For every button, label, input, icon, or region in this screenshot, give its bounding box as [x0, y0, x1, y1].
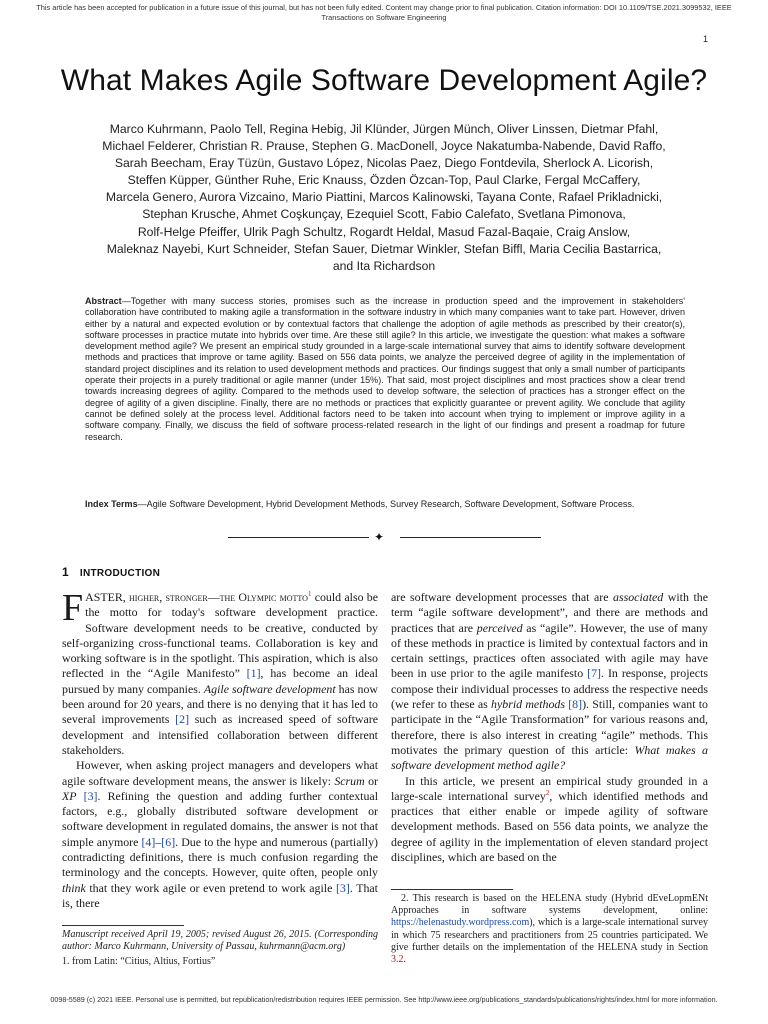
- text: , has become an ideal pursued by many companies.: [62, 666, 378, 696]
- citation-link[interactable]: [3]: [83, 788, 98, 803]
- index-terms-text: —Agile Software Development, Hybrid Development Methods, Survey Research, Software Development, Software Process.: [137, 499, 635, 509]
- column-left: [62, 587, 378, 911]
- text: that they work agile or even pretend to work agile: [85, 880, 336, 895]
- paragraph: [391, 590, 708, 774]
- abstract-label: Abstract: [85, 296, 122, 306]
- abstract-text: —Together with many success stories, promises such as the increase in production speed and the improvement in stakeholders' collaboration have contributed to making agile a transformation in the software industry in which many companies want to take part. However, driven either by a natural and expected evolution or by contextual factors that challenge the adoption of agile methods as prescribed by their creator(s), software processes in practice mutate into hybrids over time. Are these still agile? In this article, we investigate the question: what makes a software development method agile? We present an empirical study grounded in a large-scale international survey that aims to identify software development methods and practices that improve or tame agility. Based on 556 data points, we analyze the perceived degree of agility in the implementation of standard project disciplines and its relation to used development methods and practices. Our findings suggest that only a small number of participants operate their projects in a purely traditional or agile manner (under 15%). That said, most project disciplines and most practices show a clear trend towards increasing degrees of agility. Compared to the methods used to develop software, the selection of practices has a stronger effect on the degree of agility of a given discipline. Finally, there are no methods or practices that explicitly guarantee or prevent agility. We conclude that agility cannot be defined solely at the process level. Additional factors need to be taken into account when trying to implement or improve agility in a software company. Finally, we discuss the field of software process-related research in the light of our findings and present a roadmap for future research.: [85, 296, 685, 442]
- divider-diamond-icon: ✦: [374, 530, 385, 544]
- section-divider: [228, 530, 541, 544]
- text: with the term “agile software development”, and there are methods and practices that are: [391, 590, 708, 635]
- text: [77, 789, 84, 803]
- abstract: [85, 296, 685, 443]
- text: ASTER, higher, stronger—the Olympic motto: [85, 590, 308, 604]
- paragraph: [62, 587, 378, 758]
- manuscript-note: Manuscript received April 19, 2005; revised August 26, 2015. (Corresponding author: Marco Kuhrmann, University of Passau, kuhrmann@acm.org): [62, 929, 378, 953]
- text: .: [403, 954, 406, 966]
- author-line: Rolf-Helge Pfeiffer, Ulrik Pagh Schultz, Rogardt Heldal, Masud Fazal-Baqaie, Craig Anslow,: [137, 224, 631, 239]
- text: could also be the motto for today's software development practice. Software development needs to be creative, conducted by self-organizing cross-functional teams. Collaboration is key and working software is in the spotlight. This aspiration, which is also reflected in the “Agile Manifesto”: [62, 590, 378, 681]
- divider-line-right: [400, 537, 541, 538]
- emphasis: XP: [62, 788, 77, 803]
- citation-link[interactable]: [2]: [175, 712, 190, 727]
- emphasis: What makes a software development method agile?: [391, 742, 708, 773]
- helena-link[interactable]: https://helenastudy.wordpress.com: [391, 917, 530, 929]
- text: ). Still, companies want to participate in the “Agile Transformation” for various reasons and, therefore, there is also interest in creating “agile” methods. This motivates the primary question of this article:: [391, 697, 708, 757]
- emphasis: hybrid methods: [491, 697, 565, 712]
- banner-line-1: This article has been accepted for publication in a future issue of this journal, but has not been fully edited. Content may change prior to final publication. Citation information: DOI 10.1109/TSE.2021.3099532, IEEE: [36, 3, 732, 12]
- emphasis: think: [62, 880, 86, 895]
- emphasis: Scrum: [334, 773, 365, 788]
- author-line: Maleknaz Nayebi, Kurt Schneider, Stefan Sauer, Dietmar Winkler, Stefan Biffl, Maria Cecilia Bastarrica,: [106, 241, 662, 256]
- citation-link[interactable]: [7]: [587, 666, 602, 681]
- index-terms: [85, 499, 685, 511]
- citation-link[interactable]: [8]: [568, 697, 583, 712]
- footnote-1: 1. from Latin: “Citius, Altius, Fortius”: [62, 956, 216, 968]
- text: . In response, projects compose their individual processes to address the respective needs (we refer to these as: [391, 666, 708, 712]
- author-line: Michael Felderer, Christian R. Prause, Stephen G. MacDonell, Joyce Nakatumba-Nabende, David Raffo,: [102, 139, 666, 154]
- text: as “agile”. However, the use of many of these methods in practice is limited by contextual factors and in certain settings, practices often associated with agile may have been in use prior to the agile manifesto: [391, 620, 709, 681]
- drop-cap: F: [62, 587, 84, 629]
- text: 2. This research is based on the HELENA study (Hybrid dEveLopmENt Approaches in software systems development, online:: [391, 893, 708, 917]
- text: . Due to the hype and numerous (partially) contradicting definitions, there is much confusion regarding the terminology and the concepts. However, quite often, people only: [62, 834, 378, 880]
- text: , which identified methods and practices that either enable or impede agility of software development methods. Based on 556 data points, we analyze the degree of agility in the implementation of eleven standard project disciplines, which are based on the: [391, 788, 708, 865]
- author-line: and Ita Richardson: [332, 258, 436, 273]
- text: . Refining the question and adding further contextual factors, e.g., globally distributed software development or software development in regulated domains, the answer is not that simple anymore: [62, 788, 378, 849]
- citation-link[interactable]: [6]: [161, 834, 176, 849]
- citation-link[interactable]: [4]: [141, 834, 156, 849]
- author-list: [60, 121, 708, 275]
- author-line: Stephan Krusche, Ahmet Coşkunçay, Ezequiel Scott, Fabio Calefato, Svetlana Pimonova,: [142, 207, 626, 222]
- text: In this article, we present an empirical study grounded in a large-scale international survey: [391, 773, 708, 803]
- citation-link[interactable]: [3]: [335, 880, 350, 895]
- divider-line-left: [228, 537, 369, 538]
- section-ref-link[interactable]: 3.2: [391, 954, 404, 966]
- author-line: Sarah Beecham, Eray Tüzün, Gustavo López, Nicolas Paez, Diego Fontdevila, Sherlock A. Licorish,: [114, 156, 654, 171]
- citation-link[interactable]: [1]: [246, 666, 261, 681]
- journal-banner: [20, 3, 748, 23]
- paper-title: What Makes Agile Software Development Agile?: [60, 64, 708, 97]
- footnote-marker[interactable]: 1: [307, 590, 312, 599]
- emphasis: associated: [613, 590, 664, 604]
- footnotes-left: [62, 929, 378, 969]
- footnote-rule-left: [62, 925, 184, 926]
- copyright-footer: 0098-5589 (c) 2021 IEEE. Personal use is permitted, but republication/redistribution requires IEEE permission. See http://www.ieee.org/publications_standards/publications/rights/index.html for more information.: [50, 995, 718, 1004]
- text: . That is, there: [62, 880, 378, 910]
- author-line: Marco Kuhrmann, Paolo Tell, Regina Hebig, Jil Klünder, Jürgen Münch, Oliver Linssen, Dietmar Pfahl,: [109, 122, 659, 136]
- footnotes-right: [391, 893, 708, 966]
- paragraph: [391, 774, 708, 866]
- footnote-rule-right: [391, 889, 513, 890]
- emphasis: Agile software development: [203, 681, 336, 696]
- text: such as increased speed of software development and intensified collaboration between different stakeholders.: [62, 712, 378, 757]
- paragraph: [62, 758, 378, 911]
- emphasis: perceived: [476, 620, 523, 635]
- text: are software development processes that are: [391, 590, 614, 604]
- section-number: 1: [62, 565, 69, 579]
- page-number: 1: [702, 34, 708, 44]
- section-title: INTRODUCTION: [79, 568, 161, 579]
- text: –: [155, 834, 162, 849]
- text: ), which is a large-scale international survey in which 75 researchers and practitioners from 25 countries participated. We give further details on the implementation of the HELENA study in Section: [391, 917, 708, 953]
- section-heading: [62, 565, 160, 579]
- author-line: Steffen Küpper, Günther Ruhe, Eric Knauss, Özden Özcan-Top, Paul Clarke, Fergal McCaffery,: [127, 173, 641, 188]
- text: or: [364, 773, 378, 788]
- footnote-2: [391, 893, 708, 966]
- column-right: [391, 590, 708, 865]
- banner-line-2: Transactions on Software Engineering: [321, 13, 447, 22]
- author-line: Marcela Genero, Aurora Vizcaino, Mario Piattini, Marcos Kalinowski, Tayana Conte, Rafael Prikladnicki,: [105, 190, 663, 205]
- text: has now been around for 20 years, and there is no denying that it has led to several improvements: [62, 681, 378, 727]
- text: However, when asking project managers and developers what agile software development means, the answer is likely:: [62, 758, 378, 788]
- index-terms-label: Index Terms: [85, 499, 138, 509]
- footnote-marker[interactable]: 2: [545, 788, 550, 797]
